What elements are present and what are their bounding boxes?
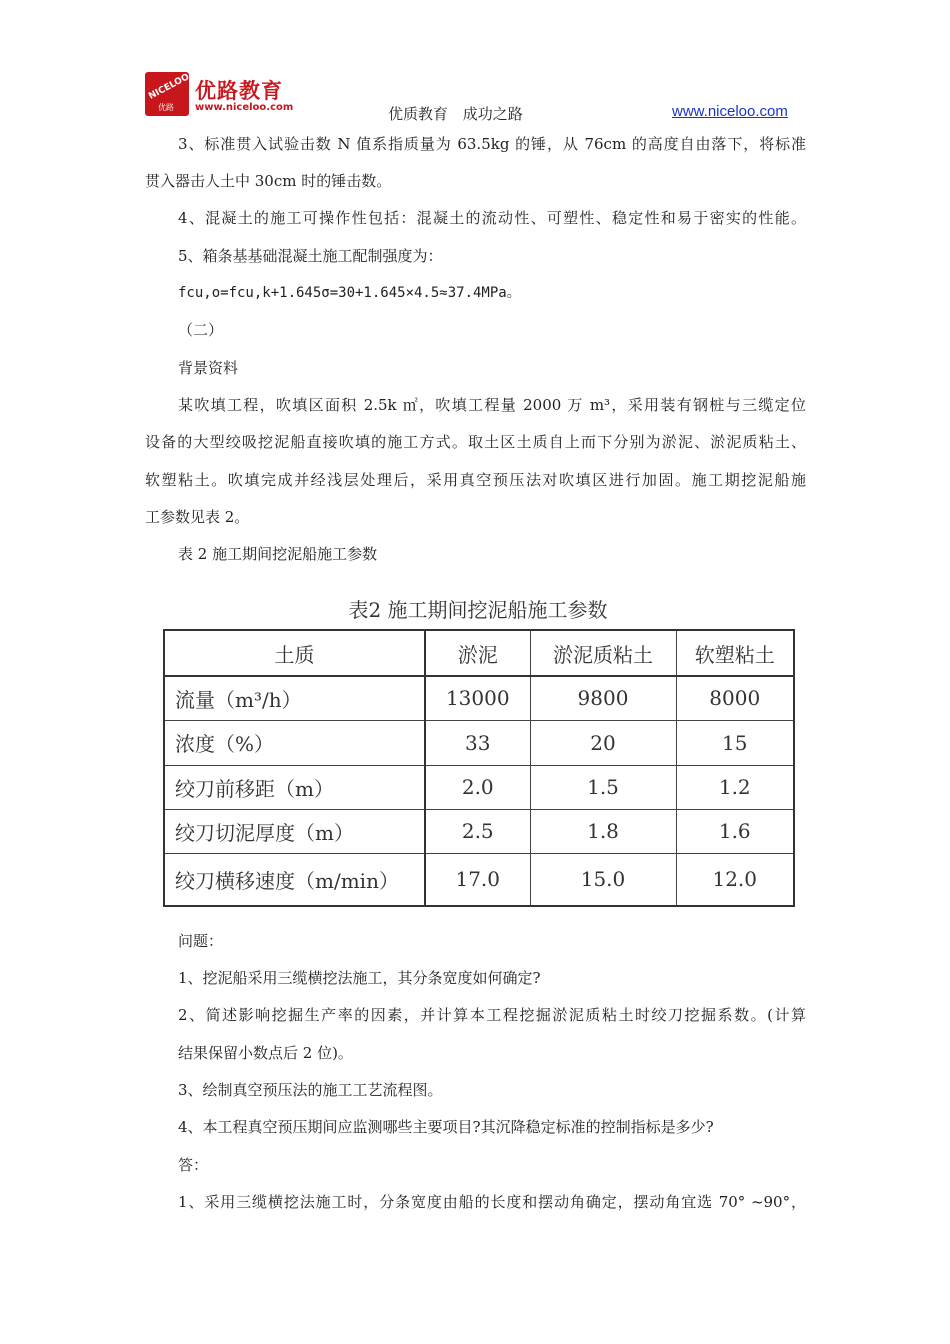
table-row xyxy=(164,765,794,809)
logo-badge-sub: 优路 xyxy=(158,103,174,112)
section-heading: 背景资料 xyxy=(178,359,239,377)
question-line: 2、简述影响挖掘生产率的因素，并计算本工程挖掘淤泥质粘土时绞刀挖掘系数。(计算 xyxy=(178,1006,806,1024)
paragraph-line: 贯入器击人土中 30cm 时的锤击数。 xyxy=(145,172,392,190)
answers-heading: 答： xyxy=(178,1156,209,1174)
table-cell: 15.0 xyxy=(530,853,676,906)
paragraph-line: 某吹填工程，吹填区面积 2.5k ㎡，吹填工程量 2000 万 m³，采用装有钢桩与三缆定位 xyxy=(178,396,806,414)
table-cell: 33 xyxy=(425,720,530,765)
table-cell: 9800 xyxy=(530,676,676,720)
table-header-cell: 软塑粘土 xyxy=(676,630,794,676)
table-cell: 2.5 xyxy=(425,809,530,853)
question-line: 结果保留小数点后 2 位)。 xyxy=(178,1044,353,1062)
header-slogan: 优质教育 成功之路 xyxy=(388,105,523,123)
table-cell: 13000 xyxy=(425,676,530,720)
question-line: 3、绘制真空预压法的施工工艺流程图。 xyxy=(178,1081,443,1099)
table-row xyxy=(164,676,794,720)
niceloo-logo xyxy=(145,72,295,118)
table-row-label: 绞刀切泥厚度（m） xyxy=(164,809,425,853)
table-cell: 15 xyxy=(676,720,794,765)
logo-site-text: www.niceloo.com xyxy=(195,102,294,113)
table-cell: 1.8 xyxy=(530,809,676,853)
table-row-label: 绞刀前移距（m） xyxy=(164,765,425,809)
table-cell: 1.6 xyxy=(676,809,794,853)
question-line: 1、挖泥船采用三缆横挖法施工，其分条宽度如何确定? xyxy=(178,969,541,987)
table-cell: 1.5 xyxy=(530,765,676,809)
table-row-label: 绞刀横移速度（m/min） xyxy=(164,853,425,906)
table-row-label: 浓度（%） xyxy=(164,720,425,765)
paragraph-line: 设备的大型绞吸挖泥船直接吹填的施工方式。取土区土质自上而下分别为淤泥、淤泥质粘土、 xyxy=(145,433,806,451)
section-number: （二） xyxy=(178,321,224,339)
paragraph-line: 工参数见表 2。 xyxy=(145,508,250,526)
table-row xyxy=(164,720,794,765)
paragraph-line: 3、标准贯入试验击数 N 值系指质量为 63.5kg 的锤，从 76cm 的高度自由落下，将标准 xyxy=(178,135,806,153)
table-row-label: 流量（m³/h） xyxy=(164,676,425,720)
table-caption: 表 2 施工期间挖泥船施工参数 xyxy=(178,545,378,563)
table-row xyxy=(164,853,794,906)
logo-badge xyxy=(145,72,192,116)
table-cell: 12.0 xyxy=(676,853,794,906)
logo-badge-text: NICELOO xyxy=(147,72,192,102)
header-url-link[interactable]: www.niceloo.com xyxy=(672,103,788,120)
question-line: 4、本工程真空预压期间应监测哪些主要项目?其沉降稳定标准的控制指标是多少? xyxy=(178,1118,714,1136)
questions-heading: 问题： xyxy=(178,932,224,950)
table-header-cell: 土质 xyxy=(164,630,425,676)
paragraph-line: 5、箱条基基础混凝土施工配制强度为： xyxy=(178,247,443,265)
table-header-cell: 淤泥 xyxy=(425,630,530,676)
table-header-row xyxy=(164,630,794,676)
formula-line: fcu,o=fcu,k+1.645σ=30+1.645×4.5≈37.4MPa。 xyxy=(178,285,521,301)
paragraph-line: 软塑粘土。吹填完成并经浅层处理后，采用真空预压法对吹填区进行加固。施工期挖泥船施 xyxy=(145,471,806,489)
table-cell: 20 xyxy=(530,720,676,765)
table-row xyxy=(164,809,794,853)
table-title: 表2 施工期间挖泥船施工参数 xyxy=(348,598,608,622)
answer-line: 1、采用三缆横挖法施工时，分条宽度由船的长度和摆动角确定，摆动角宜选 70° ~90°， xyxy=(178,1193,806,1211)
table-cell: 17.0 xyxy=(425,853,530,906)
logo-brand-text: 优路教育 xyxy=(195,79,283,103)
paragraph-line: 4、混凝土的施工可操作性包括：混凝土的流动性、可塑性、稳定性和易于密实的性能。 xyxy=(178,209,806,227)
table-cell: 2.0 xyxy=(425,765,530,809)
table-cell: 1.2 xyxy=(676,765,794,809)
table-header-cell: 淤泥质粘土 xyxy=(530,630,676,676)
table-cell: 8000 xyxy=(676,676,794,720)
construction-parameters-table xyxy=(163,629,795,907)
